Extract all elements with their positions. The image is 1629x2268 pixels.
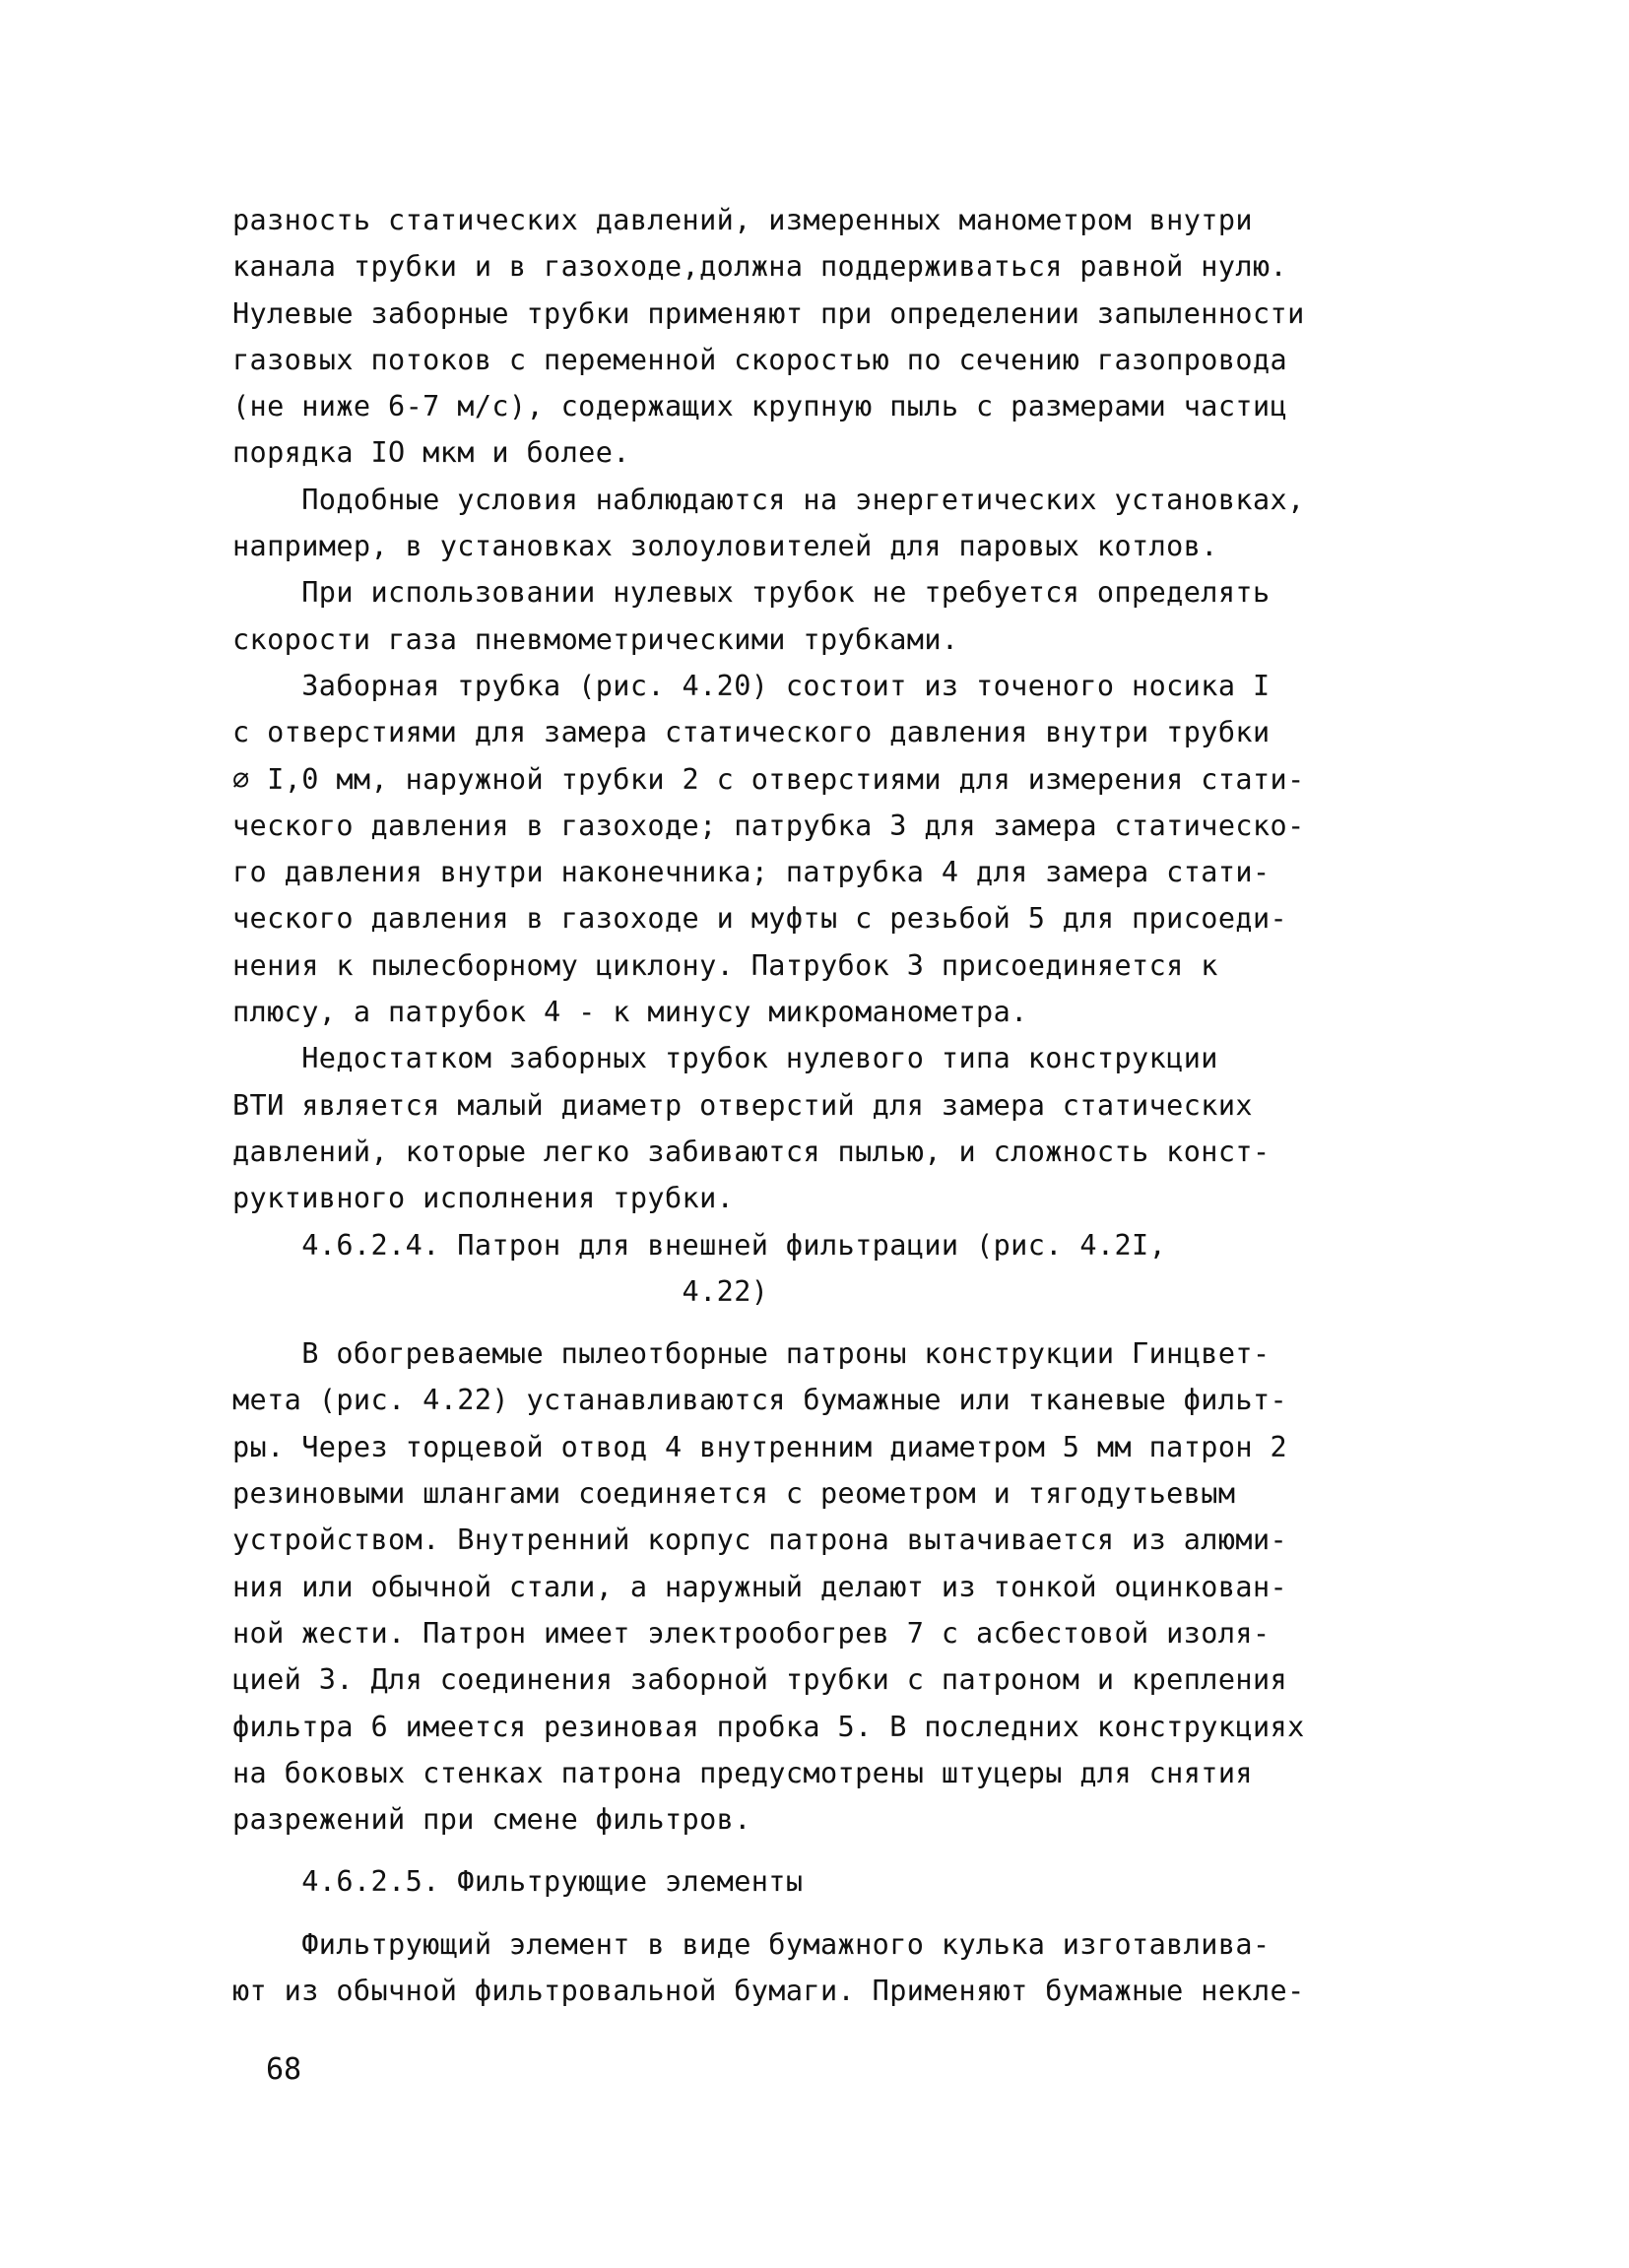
text-line: порядка IO мкм и более. xyxy=(232,436,630,470)
spacer xyxy=(232,1906,1414,1921)
body-text xyxy=(232,197,1414,2014)
text-line: разрежений при смене фильтров. xyxy=(232,1803,751,1837)
paragraph-6 xyxy=(232,1330,1414,1843)
text-line: на боковых стенках патрона предусмотрены штуцеры для снятия xyxy=(232,1756,1253,1789)
heading-line: 4.22) xyxy=(232,1274,769,1308)
paragraph-3 xyxy=(232,569,1414,663)
text-line: ной жести. Патрон имеет электрообогрев 7 с асбестовой изоля- xyxy=(232,1616,1271,1650)
paragraph-5 xyxy=(232,1035,1414,1221)
heading-line: 4.6.2.4. Патрон для внешней фильтрации (рис. 4.2I, xyxy=(232,1228,1167,1262)
section-heading-4-6-2-4 xyxy=(232,1222,1414,1316)
paragraph-2 xyxy=(232,477,1414,570)
spacer xyxy=(232,1843,1414,1858)
text-line: нения к пылесборному циклону. Патрубок 3 присоединяется к xyxy=(232,948,1218,982)
text-line: разность статических давлений, измеренных манометром внутри xyxy=(232,204,1253,236)
text-line: газовых потоков с переменной скоростью по сечению газопровода xyxy=(232,343,1288,376)
text-line: В обогреваемые пылеотборные патроны конструкции Гинцвет- xyxy=(232,1337,1271,1371)
text-line: Фильтрующий элемент в виде бумажного кулька изготавлива- xyxy=(232,1927,1271,1961)
text-line: скорости газа пневмометрическими трубками. xyxy=(232,622,959,656)
text-line: мета (рис. 4.22) устанавливаются бумажные или тканевые фильт- xyxy=(232,1384,1288,1417)
text-line: руктивного исполнения трубки. xyxy=(232,1182,735,1215)
heading-line: 4.6.2.5. Фильтрующие элементы xyxy=(232,1865,804,1899)
text-line: ВТИ является малый диаметр отверстий для замера статических xyxy=(232,1088,1253,1122)
text-line: ют из обычной фильтровальной бумаги. Применяют бумажные некле- xyxy=(232,1974,1305,2007)
paragraph-4 xyxy=(232,663,1414,1035)
text-line: Подобные условия наблюдаются на энергетических установках, xyxy=(232,483,1305,516)
text-line: давлений, которые легко забиваются пылью, и сложность конст- xyxy=(232,1134,1271,1168)
text-line: (не ниже 6-7 м/с), содержащих крупную пыль с размерами частиц xyxy=(232,390,1288,423)
text-line: с отверстиями для замера статического давления внутри трубки xyxy=(232,716,1271,749)
text-line: канала трубки и в газоходе,должна поддерживаться равной нулю. xyxy=(232,250,1288,284)
text-line: ры. Через торцевой отвод 4 внутренним диаметром 5 мм патрон 2 xyxy=(232,1430,1288,1463)
section-heading-4-6-2-5 xyxy=(232,1858,1414,1905)
paragraph-1 xyxy=(232,197,1414,477)
paragraph-7 xyxy=(232,1921,1414,2015)
text-line: плюсу, а патрубок 4 - к минусу микроманометра. xyxy=(232,996,1028,1029)
text-line: ческого давления в газоходе; патрубка 3 для замера статическо- xyxy=(232,809,1305,842)
text-line: Недостатком заборных трубок нулевого типа конструкции xyxy=(232,1042,1218,1075)
text-line: Заборная трубка (рис. 4.20) состоит из точеного носика I xyxy=(232,669,1271,702)
page-number: 68 xyxy=(266,2052,302,2087)
text-line: устройством. Внутренний корпус патрона вытачивается из алюми- xyxy=(232,1523,1288,1557)
text-line: ния или обычной стали, а наружный делают из тонкой оцинкован- xyxy=(232,1570,1288,1603)
text-line: ческого давления в газоходе и муфты с резьбой 5 для присоеди- xyxy=(232,902,1288,936)
text-line: При использовании нулевых трубок не требуется определять xyxy=(232,576,1271,610)
text-line: Нулевые заборные трубки применяют при определении запыленности xyxy=(232,296,1305,330)
spacer xyxy=(232,1315,1414,1330)
text-line: ∅ I,0 мм, наружной трубки 2 с отверстиями для измерения стати- xyxy=(232,762,1305,796)
text-line: фильтра 6 имеется резиновая пробка 5. В последних конструкциях xyxy=(232,1710,1305,1743)
text-line: резиновыми шлангами соединяется с реометром и тягодутьевым xyxy=(232,1477,1236,1511)
text-line: го давления внутри наконечника; патрубка 4 для замера стати- xyxy=(232,856,1271,889)
text-line: цией 3. Для соединения заборной трубки с патроном и крепления xyxy=(232,1663,1288,1697)
text-line: например, в установках золоуловителей для паровых котлов. xyxy=(232,530,1218,563)
